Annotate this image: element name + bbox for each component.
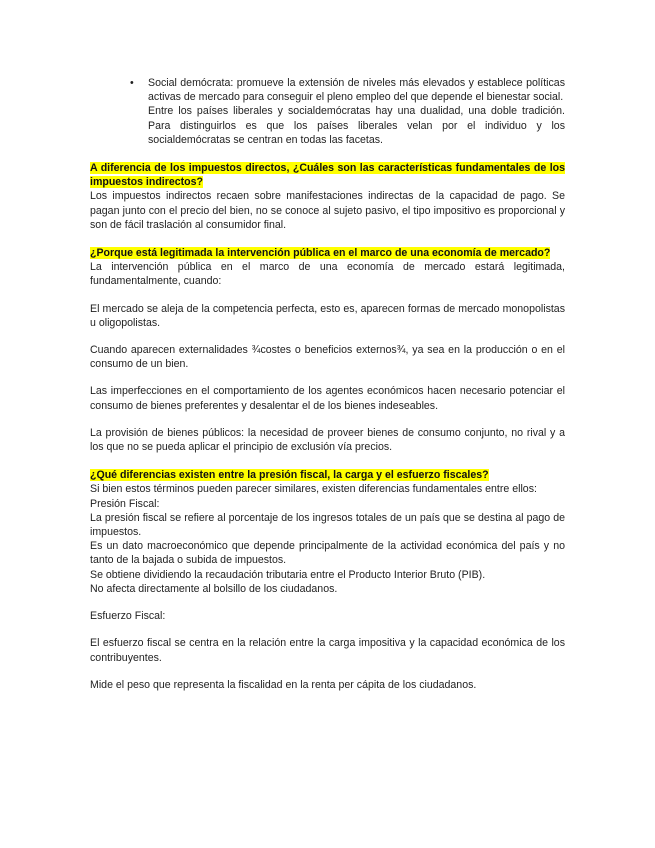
document-content <box>90 76 565 692</box>
bullet-marker: • <box>130 77 134 89</box>
presion-fiscal-line-3: Se obtiene dividiendo la recaudación tributaria entre el Producto Interior Bruto (PIB). <box>90 568 486 581</box>
section2-paragraph-2: Cuando aparecen externalidades ¾costes o beneficios externos¾, ya sea en la producción o en el consumo de un bien. <box>90 344 565 371</box>
section1-body: Los impuestos indirectos recaen sobre manifestaciones indirectas de la capacidad de pago. Se pagan junto con el precio del bien, no se conoce al sujeto pasivo, el tipo impositivo es proporcional y son de fácil traslación al consumidor final. <box>90 190 565 231</box>
section2-paragraph-4: La provisión de bienes públicos: la necesidad de proveer bienes de consumo conjunto, no rival y a los que no se pueda aplicar el principio de exclusión vía precios. <box>90 426 565 454</box>
esfuerzo-fiscal-line-2: Mide el peso que representa la fiscalidad en la renta per cápita de los ciudadanos. <box>90 678 477 691</box>
section2-paragraph-3: Las imperfecciones en el comportamiento de los agentes económicos hacen necesario potenciar el consumo de bienes preferentes y desalentar el de los bienes indeseables. <box>90 385 565 412</box>
presion-fiscal-label: Presión Fiscal: <box>90 497 160 510</box>
bullet-item <box>90 76 565 147</box>
presion-fiscal-line-2: Es un dato macroeconómico que depende principalmente de la actividad económica del país y no tanto de la bajada o subida de impuestos. <box>90 540 565 567</box>
section2-paragraph-1: El mercado se aleja de la competencia perfecta, esto es, aparecen formas de mercado monopolistas u oligopolistas. <box>90 302 565 329</box>
section3-intro: Si bien estos términos pueden parecer similares, existen diferencias fundamentales entre ellos: <box>90 483 537 496</box>
esfuerzo-fiscal-line-1: El esfuerzo fiscal se centra en la relación entre la carga impositiva y la capacidad económica de los contribuyentes. <box>90 637 565 664</box>
presion-fiscal-line-1: La presión fiscal se refiere al porcentaje de los ingresos totales de un país que se destina al pago de impuestos. <box>90 511 565 539</box>
presion-fiscal-line-4: No afecta directamente al bolsillo de los ciudadanos. <box>90 582 338 595</box>
section2-intro: La intervención pública en el marco de una economía de mercado estará legitimada, fundamentalmente, cuando: <box>90 261 565 288</box>
esfuerzo-fiscal-label: Esfuerzo Fiscal: <box>90 610 166 623</box>
section3-heading: ¿Qué diferencias existen entre la presión fiscal, la carga y el esfuerzo fiscales? <box>90 469 489 482</box>
section1-heading: A diferencia de los impuestos directos, ¿Cuáles son las características fundamentales de los impuestos indirectos? <box>90 162 565 189</box>
bullet-text: Social demócrata: promueve la extensión de niveles más elevados y establece políticas activas de mercado para conseguir el pleno empleo del que depende el bienestar social. <box>148 77 565 104</box>
bullet-continuation: Entre los países liberales y socialdemócratas hay una dualidad, una doble tradición. Para distinguirlos es que los países liberales velan por el individuo y los socialdemócratas se centran en todas las facetas. <box>148 105 565 146</box>
section2-heading: ¿Porque está legitimada la intervención pública en el marco de una economía de mercado? <box>90 247 551 260</box>
